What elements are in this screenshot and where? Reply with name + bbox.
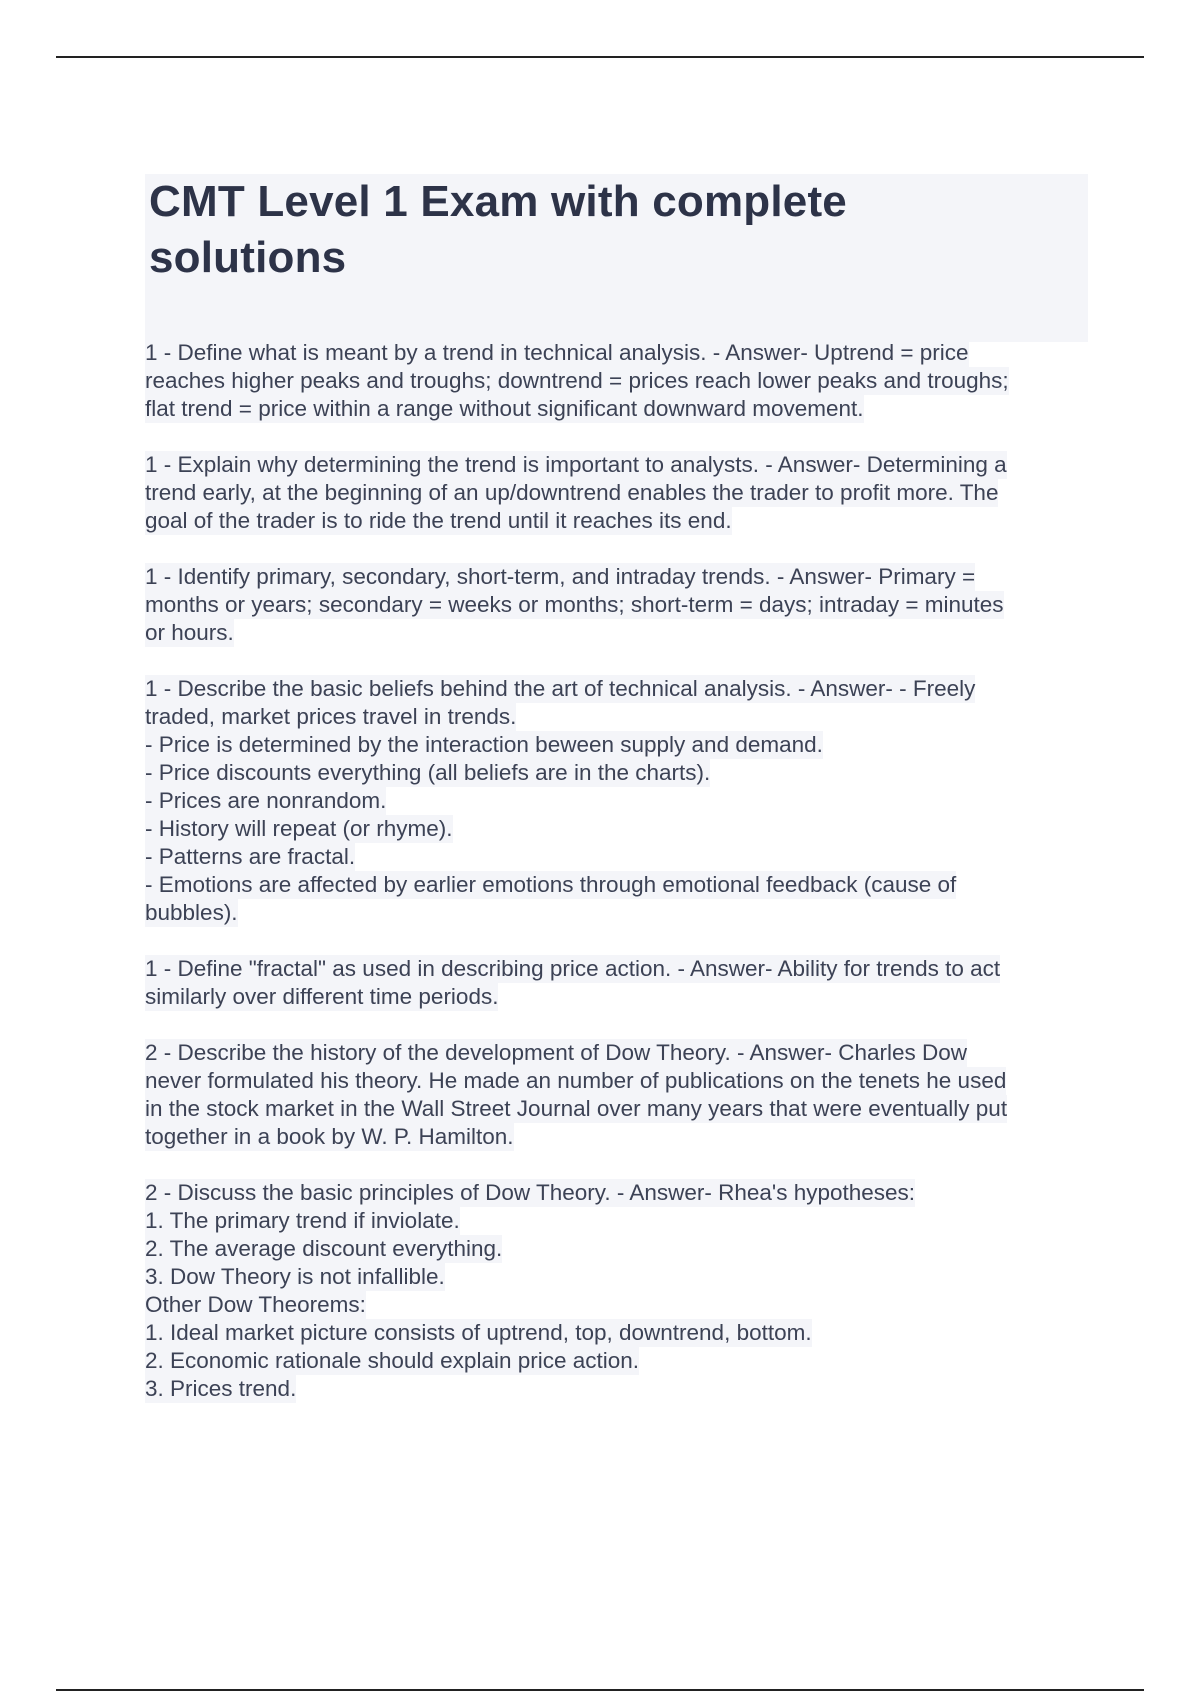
qa-line: similarly over different time periods. bbox=[145, 984, 499, 1009]
qa-line: 3. Prices trend. bbox=[145, 1376, 297, 1401]
qa-line: months or years; secondary = weeks or months; short-term = days; intraday = minutes bbox=[145, 592, 1004, 617]
qa-line: goal of the trader is to ride the trend until it reaches its end. bbox=[145, 508, 732, 533]
title-block bbox=[145, 174, 1088, 342]
qa-line: - Prices are nonrandom. bbox=[145, 788, 387, 813]
qa-line: - History will repeat (or rhyme). bbox=[145, 816, 453, 841]
qa-line: 3. Dow Theory is not infallible. bbox=[145, 1264, 445, 1289]
document-body bbox=[145, 339, 1085, 1431]
qa-line: 2. The average discount everything. bbox=[145, 1236, 503, 1261]
qa-line: - Price is determined by the interaction beween supply and demand. bbox=[145, 732, 823, 757]
page-bottom-rule bbox=[56, 1689, 1144, 1691]
document-title bbox=[149, 174, 1084, 286]
qa-line: 1. The primary trend if inviolate. bbox=[145, 1208, 460, 1233]
qa-line: 2 - Discuss the basic principles of Dow Theory. - Answer- Rhea's hypotheses: bbox=[145, 1180, 916, 1205]
qa-item-6 bbox=[145, 1039, 1085, 1151]
qa-line: 1 - Explain why determining the trend is important to analysts. - Answer- Determining a bbox=[145, 452, 1007, 477]
qa-line: - Patterns are fractal. bbox=[145, 844, 356, 869]
qa-line: reaches higher peaks and troughs; downtrend = prices reach lower peaks and troughs; bbox=[145, 368, 1009, 393]
qa-line: bubbles). bbox=[145, 900, 238, 925]
page-top-rule bbox=[56, 56, 1144, 58]
document-title-line-1: CMT Level 1 Exam with complete bbox=[149, 177, 847, 226]
qa-item-1 bbox=[145, 339, 1085, 423]
qa-line: - Emotions are affected by earlier emotions through emotional feedback (cause of bbox=[145, 872, 957, 897]
qa-line: 2 - Describe the history of the development of Dow Theory. - Answer- Charles Dow bbox=[145, 1040, 968, 1065]
qa-line: traded, market prices travel in trends. bbox=[145, 704, 517, 729]
qa-item-5 bbox=[145, 955, 1085, 1011]
qa-line: together in a book by W. P. Hamilton. bbox=[145, 1124, 514, 1149]
qa-line: in the stock market in the Wall Street Journal over many years that were eventually put bbox=[145, 1096, 1008, 1121]
qa-line: flat trend = price within a range without significant downward movement. bbox=[145, 396, 864, 421]
qa-item-7 bbox=[145, 1179, 1085, 1403]
qa-line: 1 - Identify primary, secondary, short-term, and intraday trends. - Answer- Primary = bbox=[145, 564, 976, 589]
qa-line: 1 - Define "fractal" as used in describing price action. - Answer- Ability for trends to act bbox=[145, 956, 1001, 981]
qa-line: - Price discounts everything (all beliefs are in the charts). bbox=[145, 760, 711, 785]
qa-line: never formulated his theory. He made an number of publications on the tenets he used bbox=[145, 1068, 1007, 1093]
qa-line: 1 - Define what is meant by a trend in technical analysis. - Answer- Uptrend = price bbox=[145, 340, 969, 365]
qa-item-4 bbox=[145, 675, 1085, 927]
qa-item-3 bbox=[145, 563, 1085, 647]
qa-item-2 bbox=[145, 451, 1085, 535]
qa-line: 2. Economic rationale should explain price action. bbox=[145, 1348, 640, 1373]
qa-line: 1. Ideal market picture consists of uptrend, top, downtrend, bottom. bbox=[145, 1320, 812, 1345]
qa-line: or hours. bbox=[145, 620, 234, 645]
document-title-line-2: solutions bbox=[149, 233, 347, 282]
qa-line: Other Dow Theorems: bbox=[145, 1292, 366, 1317]
qa-line: trend early, at the beginning of an up/downtrend enables the trader to profit more. The bbox=[145, 480, 999, 505]
qa-line: 1 - Describe the basic beliefs behind the art of technical analysis. - Answer- - Freely bbox=[145, 676, 976, 701]
